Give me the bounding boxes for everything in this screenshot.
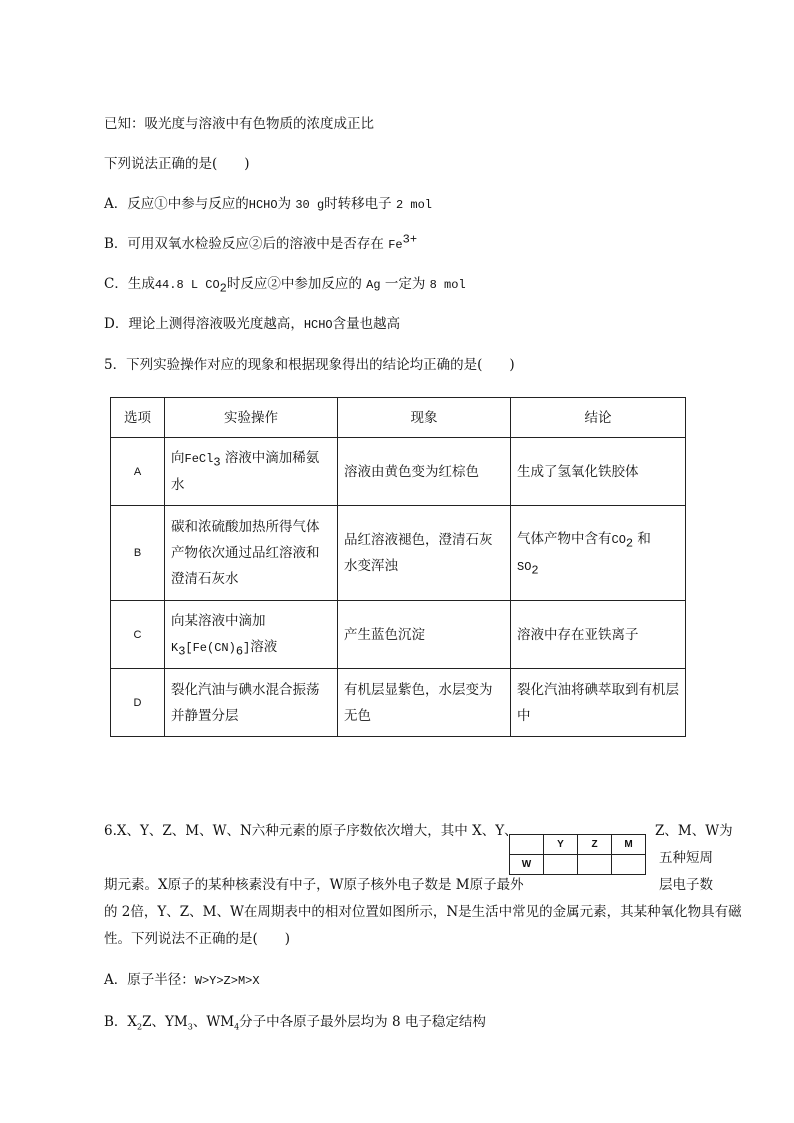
q6-option-b-b: Z、YM — [142, 1014, 188, 1030]
option-d-prefix: D．理论上测得溶液吸光度越高， — [104, 316, 304, 332]
pt-cell: Z — [578, 835, 612, 855]
q6-option-b-a: B．X — [104, 1014, 138, 1030]
concl-co: CO — [611, 533, 626, 547]
pt-cell — [510, 835, 544, 855]
concl-co-sub: 2 — [625, 536, 634, 551]
question-stem: 下列说法正确的是( ) — [104, 156, 250, 172]
table-row — [111, 506, 686, 601]
q6-option-a — [104, 971, 260, 990]
table-header-row — [111, 398, 686, 438]
op-chem-close: ] — [243, 641, 251, 655]
table-row — [111, 669, 686, 737]
header-phenomenon: 现象 — [338, 398, 511, 438]
q6-line-3: 期元素。X原子的某种核素没有中子，W原子核外电子数是 M原子最外 — [104, 877, 524, 893]
experiment-table — [110, 397, 686, 737]
option-a-mass: 30 g — [295, 198, 325, 212]
op-sub: 3 — [213, 455, 221, 470]
pt-cell — [578, 855, 612, 875]
concl-so: SO — [517, 560, 532, 574]
row-operation: 裂化汽油与碘水混合振荡并静置分层 — [165, 669, 338, 737]
op-sub-1: 3 — [178, 644, 186, 659]
option-c-volume: 44.8 L CO — [154, 278, 220, 292]
option-c — [104, 275, 466, 294]
option-c-mid: 时反应②中参加反应的 — [226, 276, 362, 292]
row-phenomenon: 产生蓝色沉淀 — [338, 601, 511, 669]
op-text-2: 溶液 — [250, 639, 278, 655]
q6-option-a-text: A．原子半径： — [104, 972, 195, 988]
q6-option-b-s2: 3 — [187, 1022, 193, 1032]
q6-option-b-s1: 2 — [137, 1022, 143, 1032]
option-d-hcho: HCHO — [303, 318, 333, 332]
q6-option-b — [104, 1013, 486, 1031]
row-conclusion: 生成了氢氧化铁胶体 — [511, 438, 686, 506]
row-phenomenon: 溶液由黄色变为红棕色 — [338, 438, 511, 506]
pt-cell — [544, 855, 578, 875]
known-condition: 已知：吸光度与溶液中有色物质的浓度成正比 — [104, 116, 374, 132]
periodic-position-table — [509, 834, 646, 875]
q6-option-b-s3: 4 — [234, 1022, 240, 1032]
row-operation — [165, 438, 338, 506]
row-operation — [165, 601, 338, 669]
row-conclusion: 裂化汽油将碘萃取到有机层中 — [511, 669, 686, 737]
option-a — [104, 195, 432, 214]
q6-line-3-right: 层电子数 — [659, 877, 713, 893]
header-operation: 实验操作 — [165, 398, 338, 438]
q6-line-1: 6.X、Y、Z、M、W、N六种元素的原子序数依次增大，其中 X、Y、 — [104, 823, 518, 839]
header-conclusion: 结论 — [511, 398, 686, 438]
q5-stem: 5．下列实验操作对应的现象和根据现象得出的结论均正确的是( ) — [104, 357, 515, 373]
table-row — [111, 601, 686, 669]
concl-and: 和 — [637, 531, 651, 547]
q6-option-b-d: 分子中各原子最外层均为 8 电子稳定结构 — [239, 1014, 486, 1030]
pt-cell: W — [510, 855, 544, 875]
option-c-subscript: 2 — [219, 281, 227, 296]
option-b-charge: 3+ — [402, 232, 418, 247]
op-text: 向某溶液中滴加 — [171, 613, 266, 629]
option-c-prefix: C．生成 — [104, 276, 155, 292]
row-option: D — [111, 669, 165, 737]
q6-line-5: 性。下列说法不正确的是( ) — [104, 931, 291, 947]
op-chem-fe: [Fe(CN) — [185, 641, 236, 655]
option-c-ag: Ag — [366, 278, 381, 292]
concl-text: 气体产物中含有 — [517, 531, 612, 547]
q6-line-1-right: Z、M、W为 — [655, 823, 733, 839]
row-phenomenon: 品红溶液褪色，澄清石灰水变浑浊 — [338, 506, 511, 601]
q6-option-a-value: W>Y>Z>M>X — [194, 974, 260, 988]
q6-line-2-right: 五种短周 — [659, 850, 713, 866]
row-conclusion: 溶液中存在亚铁离子 — [511, 601, 686, 669]
q6-line-4: 的 2倍，Y、Z、M、W在周期表中的相对位置如图所示，N是生活中常见的金属元素，其某种氧化物具有磁 — [104, 904, 742, 920]
option-a-amount: 2 mol — [395, 198, 432, 212]
option-d — [104, 315, 400, 334]
option-b — [104, 232, 418, 254]
row-option: C — [111, 601, 165, 669]
pt-cell — [612, 855, 646, 875]
row-option: B — [111, 506, 165, 601]
option-c-mid2: 一定为 — [384, 276, 426, 292]
pt-cell: Y — [544, 835, 578, 855]
option-a-mid: 为 — [277, 196, 292, 212]
option-b-ion: Fe — [388, 238, 403, 252]
row-phenomenon: 有机层显紫色，水层变为无色 — [338, 669, 511, 737]
q6-option-b-c: 、WM — [192, 1014, 235, 1030]
op-chem-k: K — [171, 641, 179, 655]
op-text: 向 — [171, 450, 185, 466]
option-a-suffix: 时转移电子 — [324, 196, 392, 212]
option-d-suffix: 含量也越高 — [332, 316, 401, 332]
table-row — [111, 438, 686, 506]
pt-cell: M — [612, 835, 646, 855]
option-a-prefix: A．反应①中参与反应的 — [104, 196, 249, 212]
op-sub-2: 6 — [235, 644, 244, 659]
option-c-amount: 8 mol — [429, 278, 466, 292]
concl-so-sub: 2 — [531, 563, 539, 578]
header-option: 选项 — [111, 398, 165, 438]
option-a-hcho: HCHO — [248, 198, 278, 212]
row-option: A — [111, 438, 165, 506]
op-text-2: 溶液中滴加稀氨水 — [171, 450, 320, 493]
option-b-text: B．可用双氧水检验反应②后的溶液中是否存在 — [104, 236, 384, 252]
row-operation: 碳和浓硫酸加热所得气体产物依次通过品红溶液和澄清石灰水 — [165, 506, 338, 601]
op-chem: FeCl — [184, 452, 214, 466]
row-conclusion — [511, 506, 686, 601]
